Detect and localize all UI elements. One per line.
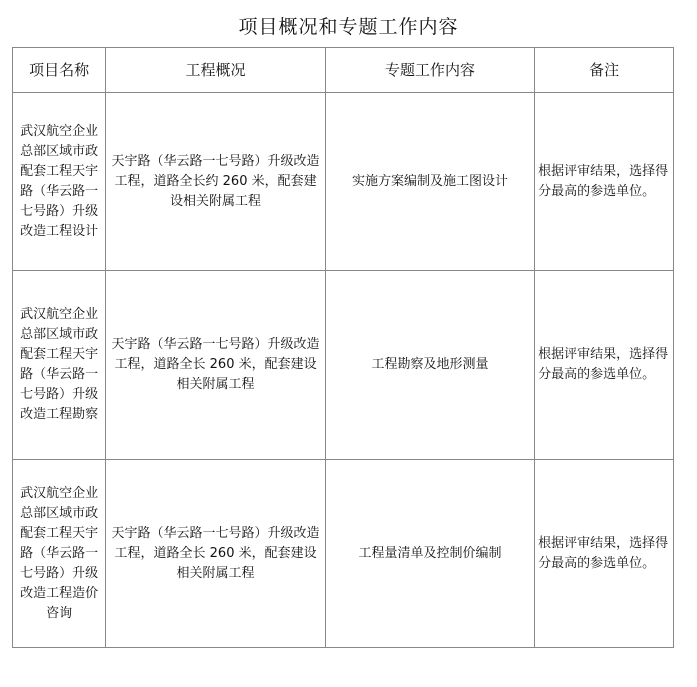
cell-project-name: 武汉航空企业总部区域市政配套工程天宇路（华云路一七号路）升级改造工程勘察 [13,271,106,460]
cell-note: 根据评审结果，选择得分最高的参选单位。 [535,93,674,271]
cell-project-name: 武汉航空企业总部区域市政配套工程天宇路（华云路一七号路）升级改造工程设计 [13,93,106,271]
cell-overview: 天宇路（华云路一七号路）升级改造工程，道路全长 260 米，配套建设相关附属工程 [106,460,326,648]
cell-work-content: 工程量清单及控制价编制 [325,460,534,648]
cell-note: 根据评审结果，选择得分最高的参选单位。 [535,271,674,460]
cell-note: 根据评审结果，选择得分最高的参选单位。 [535,460,674,648]
cell-work-content: 工程勘察及地形测量 [325,271,534,460]
project-table [12,47,674,648]
table-header-row [13,48,674,93]
cell-overview: 天宇路（华云路一七号路）升级改造工程，道路全长 260 米，配套建设相关附属工程 [106,271,326,460]
cell-overview: 天宇路（华云路一七号路）升级改造工程，道路全长约 260 米，配套建设相关附属工程 [106,93,326,271]
cell-work-content: 实施方案编制及施工图设计 [325,93,534,271]
header-overview: 工程概况 [106,48,326,93]
header-note: 备注 [535,48,674,93]
table-row [13,271,674,460]
header-work-content: 专题工作内容 [325,48,534,93]
cell-project-name: 武汉航空企业总部区域市政配套工程天宇路（华云路一七号路）升级改造工程造价咨询 [13,460,106,648]
page-title: 项目概况和专题工作内容 [238,16,459,38]
table-row [13,93,674,271]
header-project-name: 项目名称 [13,48,106,93]
table-row [13,460,674,648]
